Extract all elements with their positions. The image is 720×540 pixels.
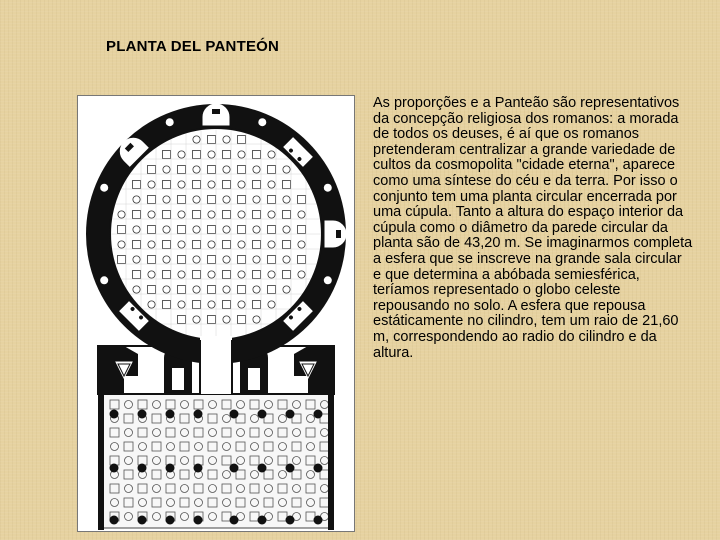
pantheon-floor-plan-image <box>77 95 355 532</box>
portico-plan <box>98 388 334 530</box>
floor-plan-drawing <box>78 96 354 531</box>
slide-body-text: As proporções e a Panteão são representativos da concepção religiosa dos romanos: a morada de todos os deuses, é aí que os romanos pretenderam centralizar a grande variedade de cultos da cosmopolita "cidade eterna", aparece como uma síntese do céu e da terra. Por isso o conjunto tem uma planta circular encerrada por uma cúpula. Tanto a altura do espaço interior da cúpula como o diâmetro da parede circular da planta são de 43,20 m. Se imaginarmos completa a esfera que se inscreve na grande sala circular e que determina a abóbada semiesférica, teríamos representado o globo celeste repousando no solo. A esfera que repousa estáticamente no cilindro, tem um raio de 21,60 m, correspondendo ao radio do cilindro e da altura. <box>373 95 693 361</box>
rotunda-plan <box>86 104 346 364</box>
slide-title: PLANTA DEL PANTEÓN <box>106 38 280 55</box>
